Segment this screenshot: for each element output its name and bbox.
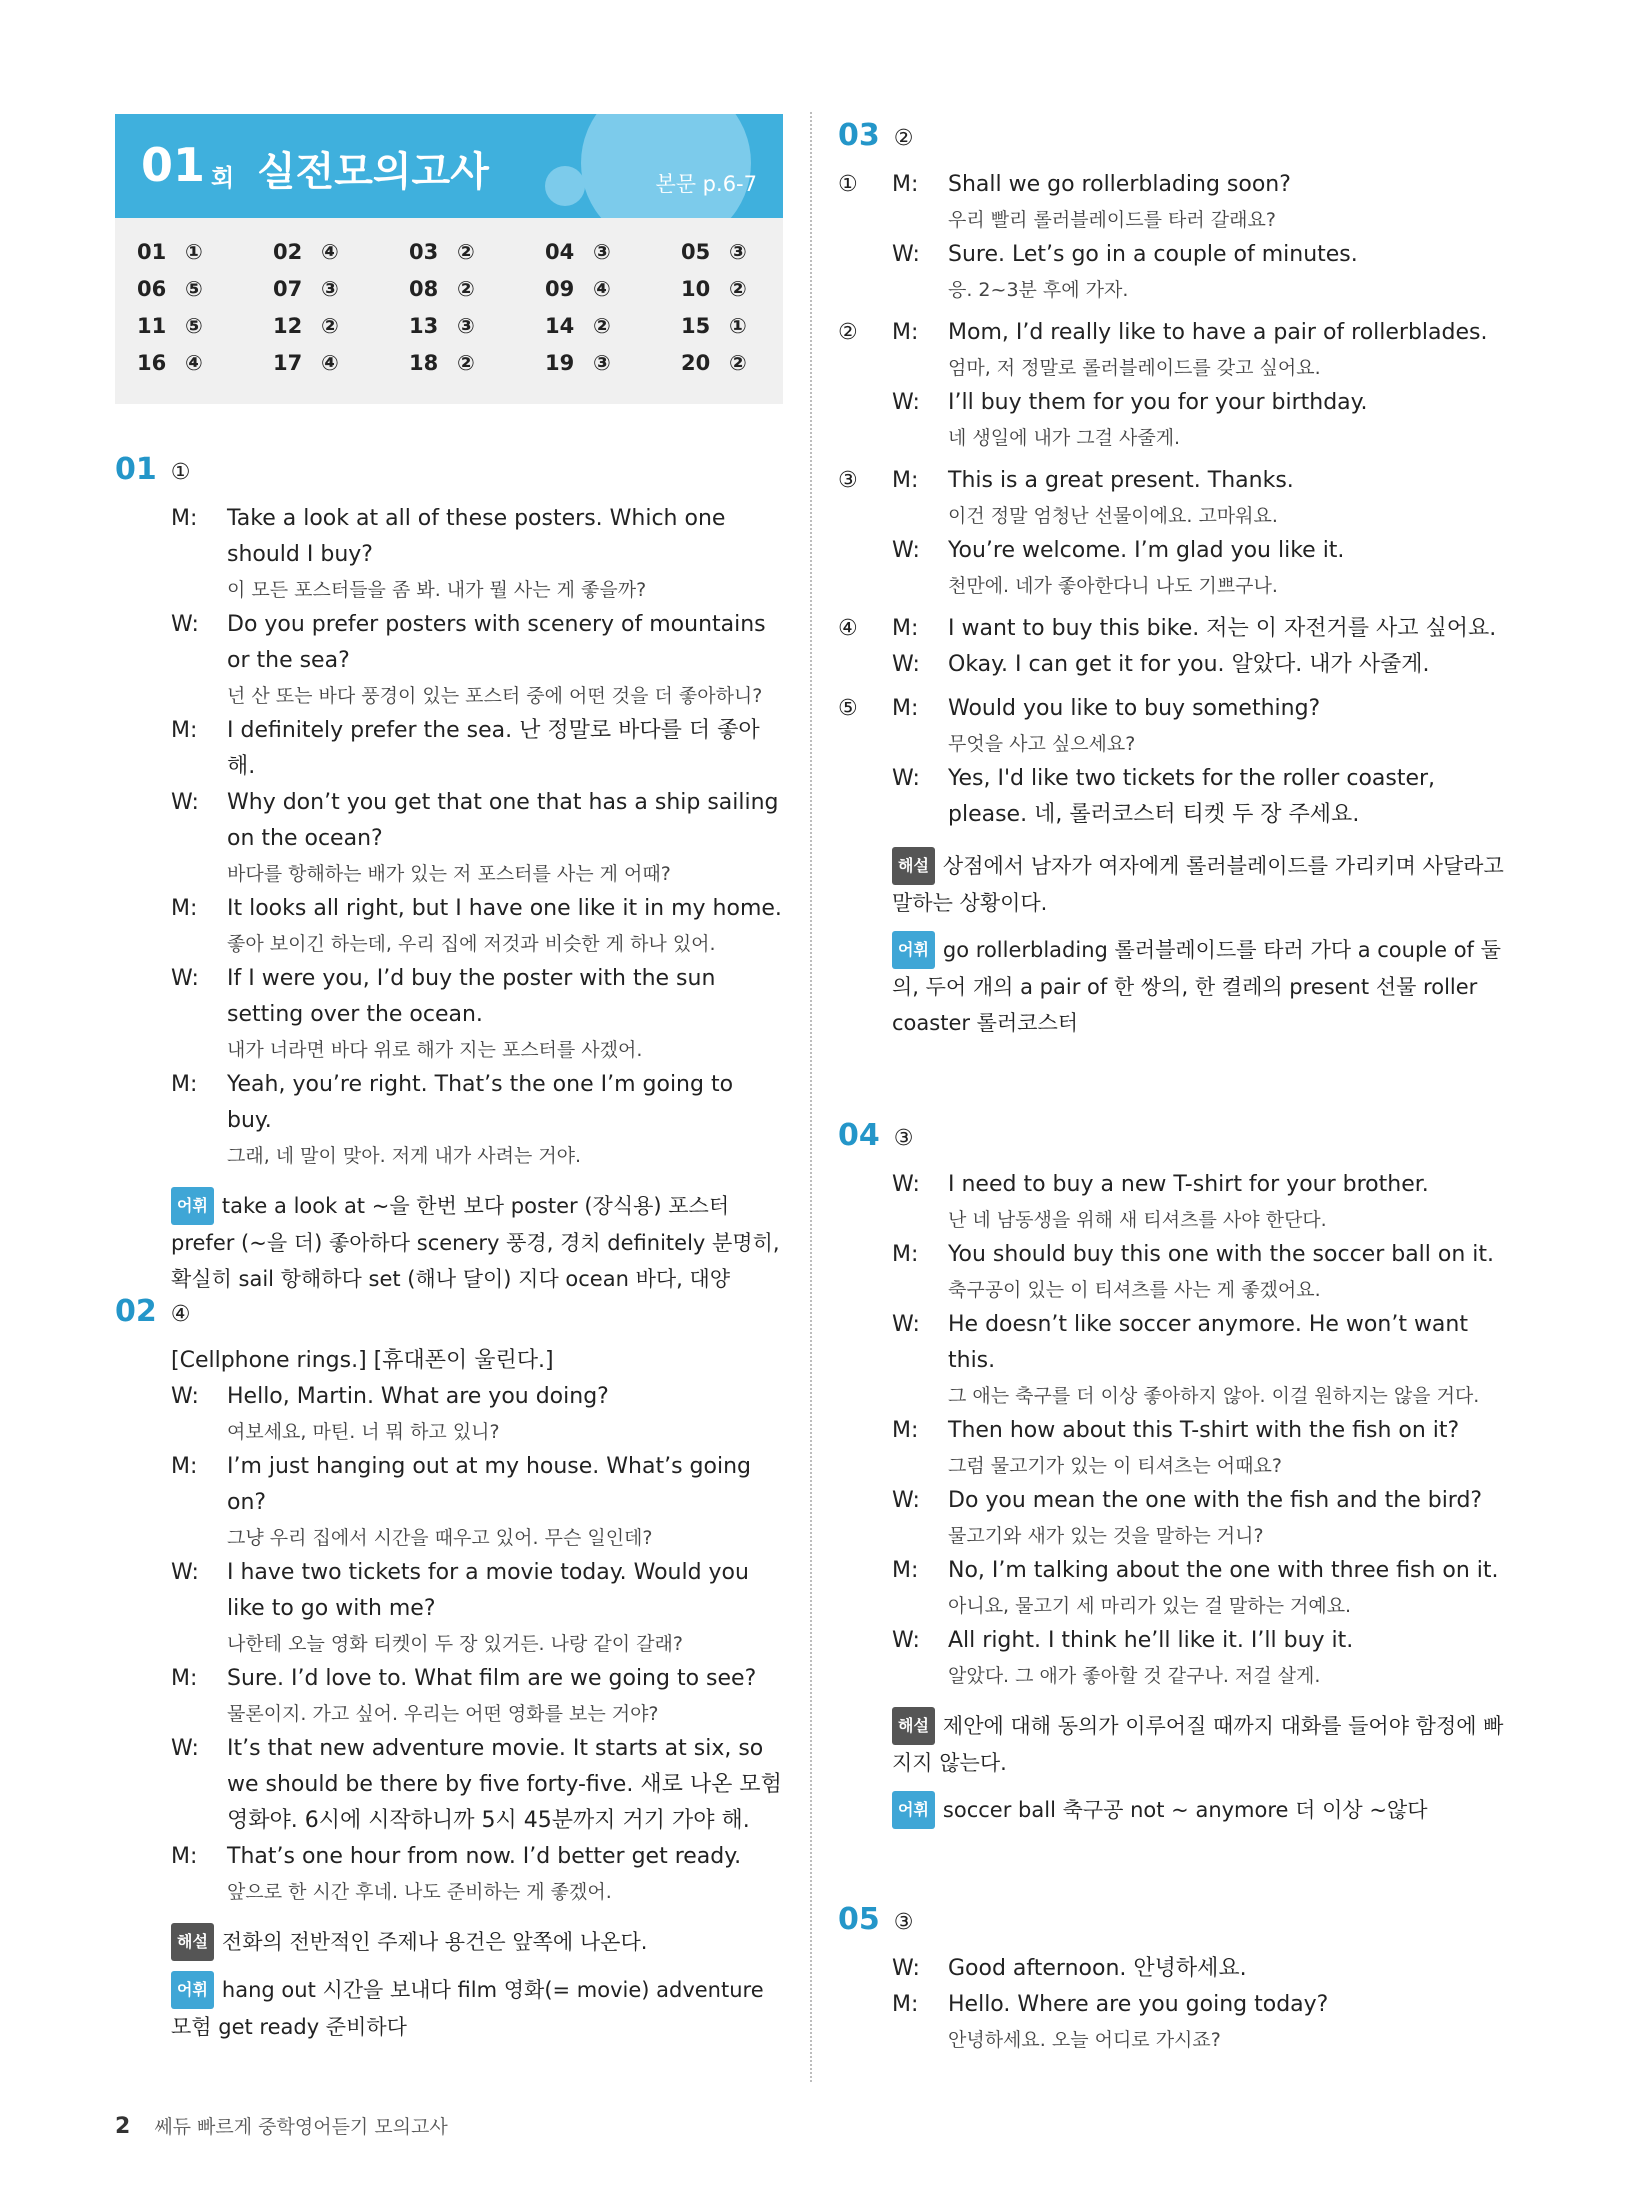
- speaker-label: M:: [892, 1242, 919, 1267]
- answer-choice: ②: [729, 351, 747, 375]
- korean-translation: 좋아 보이긴 하는데, 우리 집에 저것과 비슷한 게 하나 있어.: [227, 933, 716, 955]
- option-item: [838, 691, 1518, 833]
- answer-number: 13: [409, 314, 439, 338]
- dialogue-line: [171, 785, 783, 891]
- dialogue-line: [171, 891, 783, 961]
- speaker-label: M:: [171, 506, 198, 531]
- korean-translation: 물론이지. 가고 싶어. 우리는 어떤 영화를 보는 거야?: [227, 1703, 659, 1725]
- speaker-label: M:: [892, 468, 919, 493]
- dialogue: [838, 1167, 1518, 1693]
- question-number: 03: [838, 118, 880, 153]
- english-text: Okay. I can get it for you. 알았다. 내가 사줄게.: [948, 652, 1430, 677]
- english-line: [892, 1553, 1518, 1589]
- korean-translation: 물고기와 새가 있는 것을 말하는 거니?: [948, 1525, 1264, 1547]
- answer-number: 01: [137, 240, 167, 264]
- dialogue-line: [892, 1951, 1518, 1987]
- vocab-note: [838, 931, 1518, 1041]
- question-05: [838, 1902, 1518, 2057]
- option-body: [892, 691, 1518, 833]
- speaker-label: W:: [171, 612, 199, 637]
- korean-translation: 알았다. 그 애가 좋아할 것 같구나. 저걸 살게.: [948, 1665, 1321, 1687]
- english-line: [892, 691, 1518, 727]
- english-text: All right. I think he’ll like it. I’ll buy it.: [948, 1628, 1354, 1653]
- dialogue-line: [892, 1483, 1518, 1553]
- english-text: Take a look at all of these posters. Which one should I buy?: [227, 506, 726, 567]
- speaker-label: W:: [892, 1488, 920, 1513]
- answer-choice: ②: [457, 240, 475, 264]
- korean-translation: 그냥 우리 집에서 시간을 때우고 있어. 무슨 일인데?: [227, 1527, 653, 1549]
- answer-number: 02: [273, 240, 303, 264]
- english-text: That’s one hour from now. I’d better get ready.: [227, 1844, 742, 1869]
- speaker-label: W:: [892, 390, 920, 415]
- korean-translation: 난 네 남동생을 위해 새 티셔츠를 사야 한단다.: [948, 1209, 1327, 1231]
- english-text: You should buy this one with the soccer ball on it.: [948, 1242, 1495, 1267]
- speaker-label: W:: [892, 1956, 920, 1981]
- answer-choice: ②: [593, 314, 611, 338]
- answer-number: 05: [681, 240, 711, 264]
- page-number: 2: [115, 2114, 131, 2139]
- english-text: This is a great present. Thanks.: [948, 468, 1294, 493]
- answer-number: 04: [545, 240, 575, 264]
- vocab-text: soccer ball 축구공 not ~ anymore 더 이상 ~않다: [942, 1798, 1428, 1822]
- question-answer: ③: [893, 1910, 914, 1935]
- question-number: 01: [115, 452, 157, 487]
- header-decoration-small: [545, 166, 585, 206]
- english-line: [892, 1483, 1518, 1519]
- answer-choice: ⑤: [185, 314, 203, 338]
- dialogue: [838, 1951, 1518, 2057]
- answer-item: [545, 314, 681, 351]
- english-line: [171, 607, 783, 679]
- english-text: It looks all right, but I have one like it in my home.: [227, 896, 782, 921]
- speaker-label: W:: [892, 652, 920, 677]
- answer-number: 09: [545, 277, 575, 301]
- header-decoration: [581, 114, 751, 218]
- option-number: ⑤: [838, 696, 858, 721]
- korean-translation: 바다를 항해하는 배가 있는 저 포스터를 사는 게 어때?: [227, 863, 671, 885]
- dialogue-line: [171, 1449, 783, 1555]
- speaker-label: W:: [171, 1736, 199, 1761]
- answer-choice: ④: [321, 351, 339, 375]
- answer-item: [137, 240, 273, 277]
- answer-item: [137, 314, 273, 351]
- answer-number: 17: [273, 351, 303, 375]
- english-text: I definitely prefer the sea. 난 정말로 바다를 더 좋아해.: [227, 718, 760, 779]
- speaker-label: M:: [892, 320, 919, 345]
- option-body: [892, 463, 1518, 603]
- korean-translation: 아니요, 물고기 세 마리가 있는 걸 말하는 거예요.: [948, 1595, 1352, 1617]
- column-divider: [810, 112, 812, 2082]
- answer-number: 16: [137, 351, 167, 375]
- speaker-label: W:: [171, 1560, 199, 1585]
- dialogue-line: [892, 1623, 1518, 1693]
- english-text: Yeah, you’re right. That’s the one I’m going to buy.: [227, 1072, 734, 1133]
- vocab-text: go rollerblading 롤러블레이드를 타러 가다 a couple of 둘의, 두어 개의 a pair of 한 쌍의, 한 켤레의 present 선물 roller coaster 롤러코스터: [892, 938, 1501, 1035]
- explanation-text: 상점에서 남자가 여자에게 롤러블레이드를 가리키며 사달라고 말하는 상황이다.: [892, 854, 1504, 915]
- dialogue-line: [171, 961, 783, 1067]
- english-line: [892, 533, 1518, 569]
- answer-item: [137, 277, 273, 314]
- answer-choice: ②: [457, 277, 475, 301]
- dialogue-line: [171, 1731, 783, 1839]
- korean-translation: 여보세요, 마틴. 너 뭐 하고 있니?: [227, 1421, 500, 1443]
- dialogue-line: [171, 713, 783, 785]
- answer-item: [273, 314, 409, 351]
- option-body: [892, 167, 1518, 307]
- answer-item: [409, 351, 545, 388]
- option-item: [838, 463, 1518, 603]
- speaker-label: W:: [171, 1384, 199, 1409]
- korean-translation: 무엇을 사고 싶으세요?: [948, 733, 1136, 755]
- question-02: [115, 1294, 783, 2045]
- english-line: [892, 1237, 1518, 1273]
- answer-choice: ⑤: [185, 277, 203, 301]
- korean-translation: 천만에. 네가 좋아한다니 나도 기쁘구나.: [948, 575, 1278, 597]
- korean-translation: 이건 정말 엄청난 선물이에요. 고마워요.: [948, 505, 1278, 527]
- english-text: It’s that new adventure movie. It starts at six, so we should be there by five forty-five. 새로 나온 모험 영화야. 6시에 시작하니까 5시 45분까지 거기 가야 해.: [227, 1736, 782, 1833]
- option-body: [892, 315, 1518, 455]
- answer-choice: ②: [321, 314, 339, 338]
- speaker-label: M:: [171, 896, 198, 921]
- question-number: 04: [838, 1118, 880, 1153]
- english-line: [892, 611, 1518, 647]
- question-answer: ①: [170, 460, 191, 485]
- answer-key-grid: [115, 218, 783, 388]
- answer-number: 03: [409, 240, 439, 264]
- dialogue-line: [892, 1167, 1518, 1237]
- speaker-label: W:: [892, 1312, 920, 1337]
- english-line: [171, 1067, 783, 1139]
- answer-item: [681, 240, 817, 277]
- english-line: [892, 315, 1518, 351]
- korean-translation: 앞으로 한 시간 후네. 나도 준비하는 게 좋겠어.: [227, 1881, 612, 1903]
- korean-translation: 응. 2~3분 후에 가자.: [948, 279, 1129, 301]
- korean-translation: 이 모든 포스터들을 좀 봐. 내가 뭘 사는 게 좋을까?: [227, 579, 647, 601]
- english-text: I need to buy a new T-shirt for your brother.: [948, 1172, 1429, 1197]
- english-text: Shall we go rollerblading soon?: [948, 172, 1291, 197]
- speaker-label: M:: [171, 1666, 198, 1691]
- english-text: You’re welcome. I’m glad you like it.: [948, 538, 1345, 563]
- vocab-tag: 어휘: [892, 1791, 935, 1829]
- english-line: [171, 1661, 783, 1697]
- answer-item: [273, 351, 409, 388]
- korean-translation: 우리 빨리 롤러블레이드를 타러 갈래요?: [948, 209, 1276, 231]
- vocab-tag: 어휘: [892, 931, 935, 969]
- question-answer: ④: [170, 1302, 191, 1327]
- options: [838, 167, 1518, 833]
- speaker-label: W:: [171, 790, 199, 815]
- answer-item: [681, 314, 817, 351]
- english-text: Why don’t you get that one that has a ship sailing on the ocean?: [227, 790, 779, 851]
- english-line: [892, 463, 1518, 499]
- dialogue-line: [171, 1555, 783, 1661]
- question-number: 05: [838, 1902, 880, 1937]
- english-line: [892, 1307, 1518, 1379]
- dialogue-line: [171, 1661, 783, 1731]
- english-text: I want to buy this bike. 저는 이 자전거를 사고 싶어요.: [948, 616, 1497, 641]
- english-text: I’ll buy them for you for your birthday.: [948, 390, 1368, 415]
- korean-translation: 내가 너라면 바다 위로 해가 지는 포스터를 사겠어.: [227, 1039, 643, 1061]
- english-text: Then how about this T-shirt with the fish on it?: [948, 1418, 1460, 1443]
- vocab-text: hang out 시간을 보내다 film 영화(= movie) adventure 모험 get ready 준비하다: [171, 1978, 764, 2039]
- question-04: [838, 1118, 1518, 1829]
- english-line: [171, 1555, 783, 1627]
- english-line: [171, 713, 783, 785]
- english-text: Do you prefer posters with scenery of mountains or the sea?: [227, 612, 766, 673]
- test-number: 01: [141, 138, 206, 192]
- english-line: [171, 1449, 783, 1521]
- english-text: Good afternoon. 안녕하세요.: [948, 1956, 1247, 1981]
- dialogue-line: [892, 1307, 1518, 1413]
- test-header: [115, 114, 783, 218]
- english-line: [892, 1623, 1518, 1659]
- dialogue-line: [892, 1413, 1518, 1483]
- speaker-label: M:: [171, 1454, 198, 1479]
- english-line: [171, 1839, 783, 1875]
- korean-translation: 네 생일에 내가 그걸 사줄게.: [948, 427, 1181, 449]
- english-line: [892, 1987, 1518, 2023]
- dialogue-line: [171, 1379, 783, 1449]
- answer-number: 14: [545, 314, 575, 338]
- book-title: 쎄듀 빠르게 중학영어듣기 모의고사: [154, 2116, 448, 2138]
- english-line: [171, 785, 783, 857]
- korean-translation: 그 애는 축구를 더 이상 좋아하지 않아. 이걸 원하지는 않을 거다.: [948, 1385, 1480, 1407]
- english-text: I’m just hanging out at my house. What’s going on?: [227, 1454, 751, 1515]
- dialogue-line: [892, 1987, 1518, 2057]
- answer-number: 15: [681, 314, 711, 338]
- page-footer: [115, 2112, 448, 2139]
- korean-translation: 그래, 네 말이 맞아. 저게 내가 사려는 거야.: [227, 1145, 582, 1167]
- answer-item: [545, 240, 681, 277]
- dialogue-line: [171, 501, 783, 607]
- speaker-label: M:: [892, 1558, 919, 1583]
- english-text: Hello, Martin. What are you doing?: [227, 1384, 609, 1409]
- test-hoe: 회: [211, 164, 235, 192]
- dialogue: [171, 1379, 783, 1909]
- question-03: [838, 118, 1518, 1041]
- answer-choice: ③: [457, 314, 475, 338]
- english-text: Sure. Let’s go in a couple of minutes.: [948, 242, 1358, 267]
- dialogue-line: [171, 1067, 783, 1173]
- question-01: [115, 452, 783, 1297]
- answer-choice: ③: [729, 240, 747, 264]
- speaker-label: W:: [892, 1172, 920, 1197]
- answer-choice: ①: [729, 314, 747, 338]
- page-reference: 본문 p.6-7: [655, 172, 757, 196]
- answer-number: 11: [137, 314, 167, 338]
- english-line: [892, 385, 1518, 421]
- vocab-tag: 어휘: [171, 1971, 214, 2009]
- english-text: If I were you, I’d buy the poster with the sun setting over the ocean.: [227, 966, 716, 1027]
- korean-translation: 나한테 오늘 영화 티켓이 두 장 있거든. 나랑 같이 갈래?: [227, 1633, 683, 1655]
- english-line: [171, 961, 783, 1033]
- answer-choice: ③: [321, 277, 339, 301]
- explanation-note: [115, 1923, 783, 1961]
- question-answer: ③: [893, 1126, 914, 1151]
- answer-choice: ②: [457, 351, 475, 375]
- answer-choice: ②: [729, 277, 747, 301]
- dialogue-line: [892, 1553, 1518, 1623]
- question-answer: ②: [893, 126, 914, 151]
- speaker-label: W:: [892, 1628, 920, 1653]
- answer-item: [409, 314, 545, 351]
- answer-item: [681, 277, 817, 314]
- english-text: He doesn’t like soccer anymore. He won’t want this.: [948, 1312, 1468, 1373]
- explanation-tag: 해설: [892, 847, 935, 885]
- option-number: ③: [838, 468, 858, 493]
- speaker-label: M:: [171, 1072, 198, 1097]
- answer-item: [409, 240, 545, 277]
- speaker-label: M:: [892, 1418, 919, 1443]
- answer-item: [273, 240, 409, 277]
- english-line: [171, 501, 783, 573]
- question-number: 02: [115, 1294, 157, 1329]
- dialogue-line: [892, 1237, 1518, 1307]
- english-text: I have two tickets for a movie today. Would you like to go with me?: [227, 1560, 749, 1621]
- korean-translation: 넌 산 또는 바다 풍경이 있는 포스터 중에 어떤 것을 더 좋아하니?: [227, 685, 763, 707]
- answer-number: 18: [409, 351, 439, 375]
- speaker-label: M:: [171, 718, 198, 743]
- option-number: ④: [838, 616, 858, 641]
- answer-item: [545, 277, 681, 314]
- english-line: [892, 1951, 1518, 1987]
- answer-choice: ④: [593, 277, 611, 301]
- english-text: No, I’m talking about the one with three fish on it.: [948, 1558, 1499, 1583]
- speaker-label: W:: [892, 538, 920, 563]
- korean-translation: 안녕하세요. 오늘 어디로 가시죠?: [948, 2029, 1221, 2051]
- answer-number: 12: [273, 314, 303, 338]
- answer-choice: ①: [185, 240, 203, 264]
- explanation-text: 전화의 전반적인 주제나 용건은 앞쪽에 나온다.: [221, 1930, 648, 1954]
- vocab-note: [115, 1187, 783, 1297]
- answer-item: [681, 351, 817, 388]
- option-item: [838, 167, 1518, 307]
- dialogue: [115, 501, 783, 1173]
- test-title: 실전모의고사: [257, 149, 489, 195]
- english-text: Sure. I’d love to. What film are we going to see?: [227, 1666, 757, 1691]
- speaker-label: M:: [892, 1992, 919, 2017]
- korean-translation: 축구공이 있는 이 티셔츠를 사는 게 좋겠어요.: [948, 1279, 1321, 1301]
- english-line: [892, 647, 1518, 683]
- answer-number: 10: [681, 277, 711, 301]
- english-line: [171, 1731, 783, 1839]
- explanation-tag: 해설: [892, 1707, 935, 1745]
- option-number: ②: [838, 320, 858, 345]
- korean-translation: 그럼 물고기가 있는 이 티셔츠는 어때요?: [948, 1455, 1282, 1477]
- answer-number: 20: [681, 351, 711, 375]
- answer-item: [137, 351, 273, 388]
- answer-choice: ④: [185, 351, 203, 375]
- speaker-label: M:: [892, 172, 919, 197]
- answer-number: 08: [409, 277, 439, 301]
- speaker-label: W:: [892, 242, 920, 267]
- speaker-label: M:: [171, 1844, 198, 1869]
- dialogue-intro: [171, 1343, 783, 1379]
- answer-key-box: [115, 218, 783, 404]
- answer-item: [273, 277, 409, 314]
- speaker-label: W:: [892, 766, 920, 791]
- english-text: Would you like to buy something?: [948, 696, 1321, 721]
- english-line: [892, 237, 1518, 273]
- english-text: Hello. Where are you going today?: [948, 1992, 1329, 2017]
- answer-item: [409, 277, 545, 314]
- dialogue-line: [171, 1839, 783, 1909]
- answer-number: 07: [273, 277, 303, 301]
- speaker-label: W:: [171, 966, 199, 991]
- option-item: [838, 611, 1518, 683]
- english-text: Do you mean the one with the fish and the bird?: [948, 1488, 1483, 1513]
- dialogue-line: [171, 607, 783, 713]
- option-body: [892, 611, 1518, 683]
- english-line: [892, 167, 1518, 203]
- option-item: [838, 315, 1518, 455]
- vocab-text: take a look at ~을 한번 보다 poster (장식용) 포스터 prefer (~을 더) 좋아하다 scenery 풍경, 경치 definitely 분명히, 확실히 sail 항해하다 set (해나 달이) 지다 ocean 바다, 대양: [171, 1194, 780, 1291]
- speaker-label: M:: [892, 696, 919, 721]
- explanation-note: [838, 847, 1518, 921]
- explanation-note: [838, 1707, 1518, 1781]
- english-line: [171, 1379, 783, 1415]
- explanation-text: 제안에 대해 동의가 이루어질 때까지 대화를 들어야 함정에 빠지지 않는다.: [892, 1714, 1504, 1775]
- answer-number: 19: [545, 351, 575, 375]
- option-number: ①: [838, 172, 858, 197]
- english-text: Yes, I'd like two tickets for the roller coaster, please. 네, 롤러코스터 티켓 두 장 주세요.: [948, 766, 1436, 827]
- english-line: [892, 1413, 1518, 1449]
- intro-text: [Cellphone rings.] [휴대폰이 울린다.]: [171, 1348, 554, 1373]
- answer-choice: ④: [321, 240, 339, 264]
- explanation-tag: 해설: [171, 1923, 214, 1961]
- answer-choice: ③: [593, 240, 611, 264]
- answer-number: 06: [137, 277, 167, 301]
- english-text: Mom, I’d really like to have a pair of rollerblades.: [948, 320, 1488, 345]
- speaker-label: M:: [892, 616, 919, 641]
- vocab-note: [838, 1791, 1518, 1829]
- vocab-tag: 어휘: [171, 1187, 214, 1225]
- english-line: [892, 1167, 1518, 1203]
- korean-translation: 엄마, 저 정말로 롤러블레이드를 갖고 싶어요.: [948, 357, 1321, 379]
- answer-item: [545, 351, 681, 388]
- english-line: [892, 761, 1518, 833]
- english-line: [171, 891, 783, 927]
- answer-choice: ③: [593, 351, 611, 375]
- vocab-note: [115, 1971, 783, 2045]
